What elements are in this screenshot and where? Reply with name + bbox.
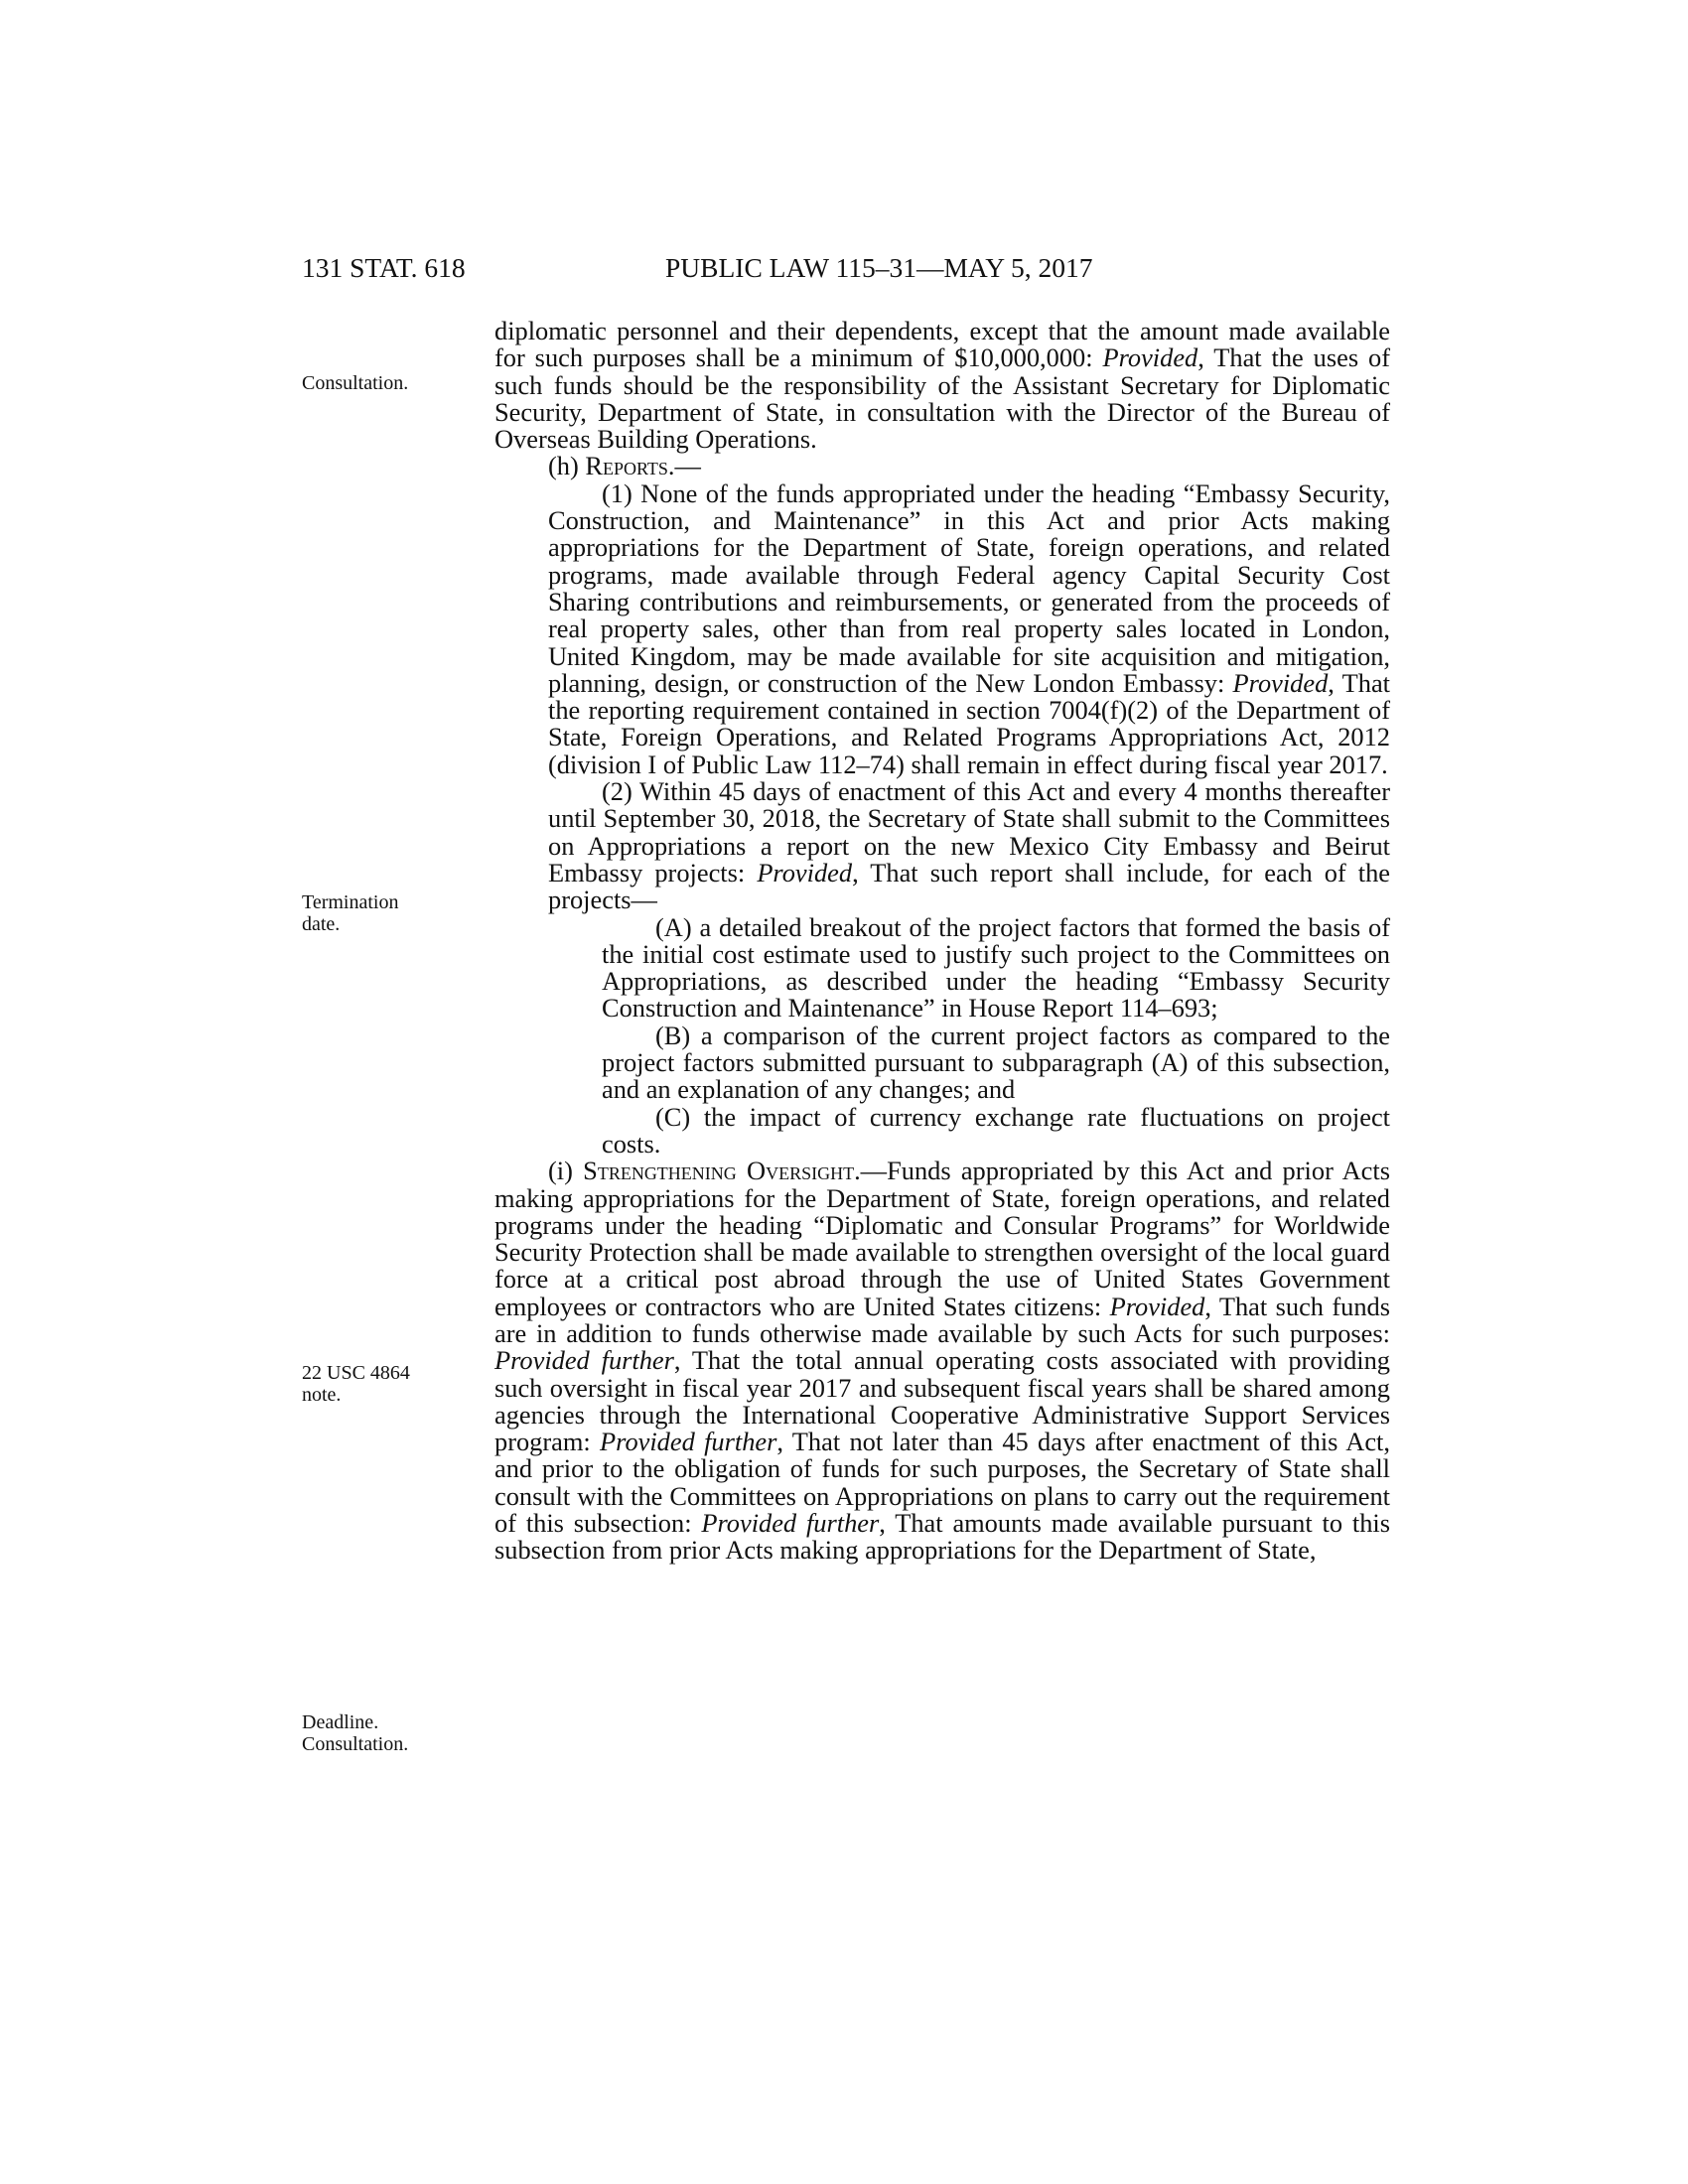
margin-note-deadline-consultation: Deadline. Consultation. xyxy=(302,1711,409,1755)
body-text xyxy=(494,318,1390,1565)
paragraph-h2: (2) Within 45 days of enactment of this Act and every 4 months thereafter until September 30, 2018, the Secretary of State shall submit to the Committees on Appropriations a report on the new Mexico City Embassy and Beirut Embassy projects: Provided, That such report shall include, for each of the projects— xyxy=(548,776,1390,915)
subparagraph-c: (C) the impact of currency exchange rate fluctuations on project costs. xyxy=(602,1101,1390,1159)
subparagraph-a: (A) a detailed breakout of the project factors that formed the basis of the initial cost estimate used to justify such project to the Committees on Appropriations, as described under the heading “Embassy Security Construction and Maintenance” in House Report 114–693; xyxy=(602,911,1390,1024)
subparagraph-b: (B) a comparison of the current project factors as compared to the project factors submitted pursuant to subparagraph (A) of this subsection, and an explanation of any changes; and xyxy=(602,1020,1390,1105)
page-header xyxy=(302,250,1390,286)
subsection-i: (i) Strengthening Oversight.—Funds appropriated by this Act and prior Acts making appropriations for the Department of State, foreign operations, and related programs under the heading “Diplomatic and Consular Programs” for Worldwide Security Protection shall be made available to strengthen oversight of the local guard force at a critical post abroad through the use of United States Government employees or contractors who are United States citizens: Provided, That such funds are in addition to funds otherwise made available by such Acts for such purposes: Provided further, That the total annual operating costs associated with providing such oversight in fiscal year 2017 and subsequent fiscal years shall be shared among agencies through the International Cooperative Administrative Support Services program: Provided further, That not later than 45 days after enactment of this Act, and prior to the obligation of funds for such purposes, the Secretary of State shall consult with the Committees on Appropriations on plans to carry out the requirement of this subsection: Provided further, That amounts made available pursuant to this subsection from prior Acts making appropriations for the Department of State, xyxy=(494,1156,1391,1566)
paragraph-continuation: diplomatic personnel and their dependents, except that the amount made available for such purposes shall be a minimum of $10,000,000: Provided, That the uses of such funds should be the responsibility of the Assistant Secretary for Diplomatic Security, Department of State, in consultation with the Director of the Bureau of Overseas Building Operations. xyxy=(494,316,1390,455)
subsection-h-heading: (h) Reports.— xyxy=(548,451,701,481)
margin-note-termination-date: Termination date. xyxy=(302,891,399,935)
margin-note-usc: 22 USC 4864 note. xyxy=(302,1362,410,1406)
margin-note-consultation: Consultation. xyxy=(302,372,409,394)
paragraph-h1: (1) None of the funds appropriated under the heading “Embassy Security, Construction, and Maintenance” in this Act and prior Acts making appropriations for the Department of State, foreign operations, and related programs, made available through Federal agency Capital Security Cost Sharing contributions and reimbursements, or generated from the proceeds of real property sales, other than from real property sales located in London, United Kingdom, may be made available for site acquisition and mitigation, planning, design, or construction of the New London Embassy: Provided, That the reporting requirement contained in section 7004(f)(2) of the Department of State, Foreign Operations, and Related Programs Appropriations Act, 2012 (division I of Public Law 112–74) shall remain in effect during fiscal year 2017. xyxy=(548,478,1390,779)
running-title: PUBLIC LAW 115–31—MAY 5, 2017 xyxy=(665,252,1093,283)
stat-reference: 131 STAT. 618 xyxy=(302,252,466,283)
